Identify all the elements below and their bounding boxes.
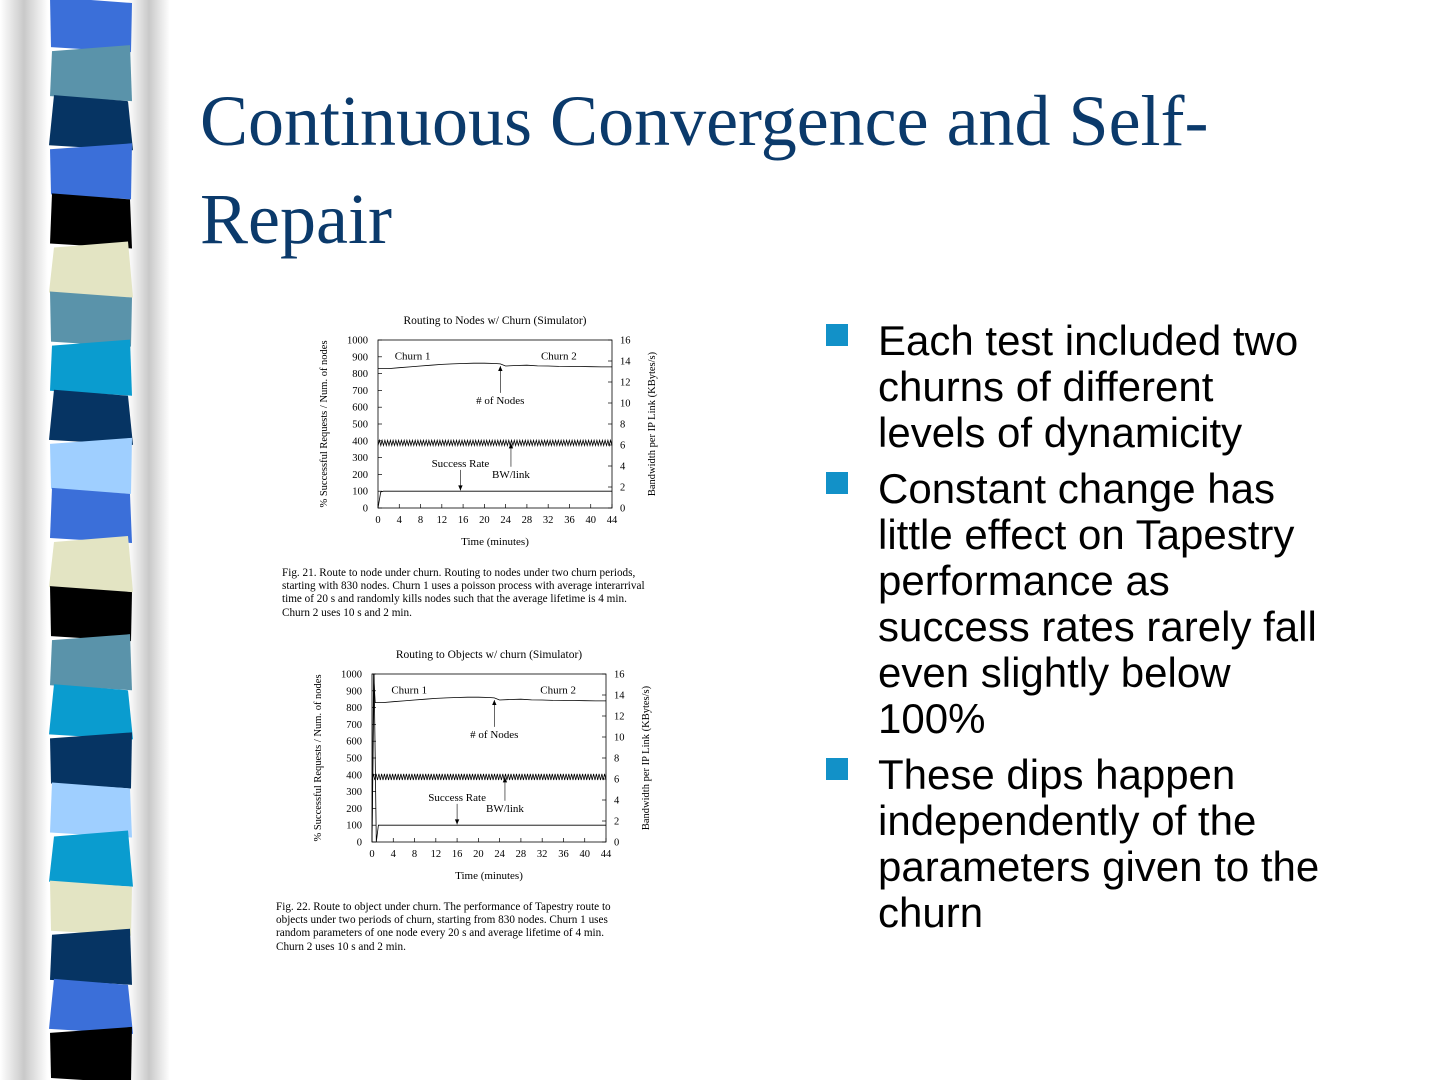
stripe-block: [50, 488, 132, 543]
title-line: Repair: [200, 179, 392, 259]
stripe-block: [50, 881, 132, 936]
chart-annotation: Churn 1: [391, 684, 428, 697]
y2-tick-label: 14: [620, 356, 631, 368]
stripe-block: [50, 193, 132, 248]
y-tick-label: 700: [352, 385, 368, 397]
y-tick-label: 500: [346, 753, 362, 765]
x-tick-label: 44: [606, 515, 618, 526]
bullet-text-line: Constant change has: [878, 465, 1275, 512]
x-tick-label: 0: [375, 515, 381, 526]
y2-tick-label: 0: [620, 503, 626, 515]
y2-axis-label: Bandwidth per IP Link (KBytes/s): [641, 685, 652, 831]
stripe-shadow-right: [128, 0, 170, 1080]
y2-tick-label: 4: [620, 461, 626, 473]
caption-line: Churn 2 uses 10 s and 2 min.: [276, 940, 406, 953]
stripe-block: [50, 45, 132, 101]
title-line: Continuous Convergence and Self-: [200, 81, 1209, 161]
stripe-block: [49, 241, 133, 297]
caption-line: objects under two periods of churn, starting from 830 nodes. Churn 1 uses: [276, 914, 608, 927]
x-tick-label: 12: [430, 849, 442, 860]
y-axis-label: % Successful Requests / Num. of nodes: [319, 340, 330, 508]
x-tick-label: 16: [451, 849, 463, 860]
bullet-text-line: independently of the: [878, 797, 1257, 844]
x-axis-label: Time (minutes): [461, 536, 529, 548]
y-tick-label: 700: [346, 719, 362, 731]
stripe-block: [50, 0, 132, 52]
y-tick-label: 300: [346, 787, 362, 799]
stripe-block: [49, 831, 133, 887]
bullet-text-line: levels of dynamicity: [878, 409, 1243, 456]
y-tick-label: 200: [346, 803, 362, 815]
chart-routing-to-nodes: [300, 306, 700, 556]
chart-group: [313, 649, 652, 882]
annotation-arrowhead: [498, 366, 502, 371]
stripe-block: [50, 292, 132, 347]
x-tick-label: 24: [494, 849, 505, 860]
plot-frame: [378, 340, 612, 508]
series-line-of-nodes: [372, 674, 606, 842]
stripe-block: [50, 634, 132, 690]
y-tick-label: 900: [346, 686, 362, 698]
plot-frame: [372, 674, 606, 842]
x-tick-label: 32: [536, 849, 548, 860]
caption-line: Fig. 21. Route to node under churn. Routing to nodes under two churn periods,: [282, 567, 636, 579]
bullet-text-line: 100%: [878, 695, 986, 742]
y2-tick-label: 12: [620, 377, 631, 389]
chart-annotation: # of Nodes: [470, 728, 519, 741]
x-tick-label: 8: [411, 849, 418, 860]
bullet-text-line: little effect on Tapestry: [878, 511, 1295, 558]
y2-tick-label: 2: [614, 816, 620, 828]
y2-tick-label: 10: [620, 398, 631, 410]
caption-line: time of 20 s and randomly kills nodes such that the average lifetime is 4 min.: [282, 593, 627, 606]
caption-line: starting with 830 nodes. Churn 1 uses a poisson process with average interarrival: [282, 580, 645, 593]
chart-annotation: Success Rate: [428, 791, 486, 804]
y-tick-label: 1000: [341, 669, 362, 681]
caption-line: random parameters of one node every 20 s and average lifetime of 4 min.: [276, 927, 605, 940]
bullet-item: [826, 318, 1416, 456]
stripe-block: [50, 340, 132, 396]
x-tick-label: 40: [585, 515, 596, 526]
y2-tick-label: 0: [614, 837, 620, 849]
y2-tick-label: 6: [614, 774, 620, 786]
annotation-arrowhead: [492, 700, 496, 705]
series-line-bw-link: [378, 440, 612, 445]
chart-annotation: # of Nodes: [476, 394, 525, 407]
x-tick-label: 4: [390, 849, 396, 860]
chart-title: Routing to Nodes w/ Churn (Simulator): [403, 315, 587, 327]
bullet-text-line: even slightly below: [878, 649, 1231, 696]
y-tick-label: 200: [352, 469, 368, 481]
annotation-arrowhead: [455, 819, 459, 824]
x-tick-label: 28: [515, 849, 527, 860]
chart-annotation: Success Rate: [431, 457, 490, 470]
square-bullet-icon: [826, 472, 848, 494]
bullet-text-line: These dips happen: [878, 751, 1236, 798]
y2-tick-label: 4: [614, 795, 620, 807]
y-tick-label: 100: [346, 820, 362, 832]
chart-title: Routing to Objects w/ churn (Simulator): [395, 649, 583, 661]
stripe-block: [50, 732, 132, 788]
chart-annotation: BW/link: [486, 802, 524, 815]
slide-title: [200, 72, 1400, 268]
bullet-item: [826, 466, 1416, 742]
y2-tick-label: 8: [614, 753, 620, 765]
y-tick-label: 500: [352, 419, 368, 431]
stripe-block: [50, 143, 132, 199]
x-tick-label: 20: [479, 515, 490, 526]
x-tick-label: 4: [396, 515, 402, 526]
square-bullet-icon: [826, 324, 848, 346]
chart-annotation: BW/link: [492, 468, 530, 481]
x-axis-label: Time (minutes): [455, 870, 523, 882]
bullet-text-line: Each test included two: [878, 317, 1299, 364]
series-line-success-rate: [372, 674, 606, 842]
square-bullet-icon: [826, 758, 848, 780]
caption-line: Churn 2 uses 10 s and 2 min.: [282, 606, 412, 619]
y-tick-label: 0: [356, 837, 362, 849]
x-tick-label: 40: [579, 849, 590, 860]
chart-annotation: Churn 1: [394, 350, 431, 363]
y-tick-label: 400: [352, 436, 368, 448]
x-tick-label: 36: [558, 849, 569, 860]
series-line-of-nodes: [378, 363, 612, 368]
y-tick-label: 800: [346, 703, 362, 715]
y2-tick-label: 16: [620, 335, 631, 347]
y-tick-label: 400: [346, 770, 362, 782]
stripe-block: [49, 390, 133, 445]
x-tick-label: 32: [542, 515, 554, 526]
chart-annotation: Churn 2: [540, 350, 577, 363]
figure-caption-22: [276, 901, 611, 954]
y-tick-label: 1000: [347, 335, 368, 347]
figure-caption-21: [282, 567, 645, 620]
y2-tick-label: 16: [614, 669, 625, 681]
x-tick-label: 8: [417, 515, 424, 526]
x-tick-label: 24: [500, 515, 511, 526]
caption-line: Fig. 22. Route to object under churn. The performance of Tapestry route to: [276, 901, 611, 913]
bullet-item: [826, 752, 1416, 936]
x-tick-label: 0: [369, 849, 375, 860]
y2-tick-label: 2: [620, 482, 626, 494]
y2-tick-label: 10: [614, 732, 625, 744]
bullet-text-line: parameters given to the: [878, 843, 1320, 890]
chart-routing-to-objects: [294, 640, 694, 890]
y-tick-label: 0: [362, 503, 368, 515]
stripe-block: [50, 586, 132, 641]
stripe-block: [50, 782, 132, 837]
x-tick-label: 16: [457, 515, 469, 526]
chart-annotation: Churn 2: [540, 684, 577, 697]
stripe-shadow-left: [0, 0, 48, 1080]
bullet-text-line: churns of different: [878, 363, 1214, 410]
y2-tick-label: 14: [614, 690, 625, 702]
stripe-block: [49, 684, 133, 739]
series-line-success-rate: [378, 491, 612, 508]
chart-group: [319, 315, 658, 548]
y2-tick-label: 12: [614, 711, 625, 723]
bullet-text-line: churn: [878, 889, 984, 936]
y-axis-label: % Successful Requests / Num. of nodes: [313, 674, 324, 842]
y-tick-label: 600: [346, 736, 362, 748]
decorative-stripe: [0, 0, 170, 1080]
x-tick-label: 20: [473, 849, 484, 860]
x-tick-label: 28: [521, 515, 533, 526]
y-tick-label: 800: [352, 369, 368, 381]
x-tick-label: 44: [600, 849, 612, 860]
stripe-block: [49, 979, 133, 1034]
y2-tick-label: 6: [620, 440, 626, 452]
y-tick-label: 100: [352, 486, 368, 498]
y-tick-label: 900: [352, 352, 368, 364]
x-tick-label: 36: [564, 515, 575, 526]
bullet-list: [826, 318, 1416, 946]
stripe-block: [50, 929, 132, 985]
x-tick-label: 12: [436, 515, 448, 526]
y2-axis-label: Bandwidth per IP Link (KBytes/s): [647, 351, 658, 497]
stripe-block: [49, 95, 133, 150]
stripe-block: [49, 536, 133, 592]
stripe-block: [50, 438, 132, 494]
y2-tick-label: 8: [620, 419, 626, 431]
y-tick-label: 300: [352, 453, 368, 465]
bullet-text-line: performance as: [878, 557, 1170, 604]
bullet-text-line: success rates rarely fall: [878, 603, 1317, 650]
y-tick-label: 600: [352, 402, 368, 414]
stripe-block: [50, 1027, 132, 1080]
series-line-bw-link: [372, 774, 606, 780]
annotation-arrowhead: [458, 485, 462, 490]
